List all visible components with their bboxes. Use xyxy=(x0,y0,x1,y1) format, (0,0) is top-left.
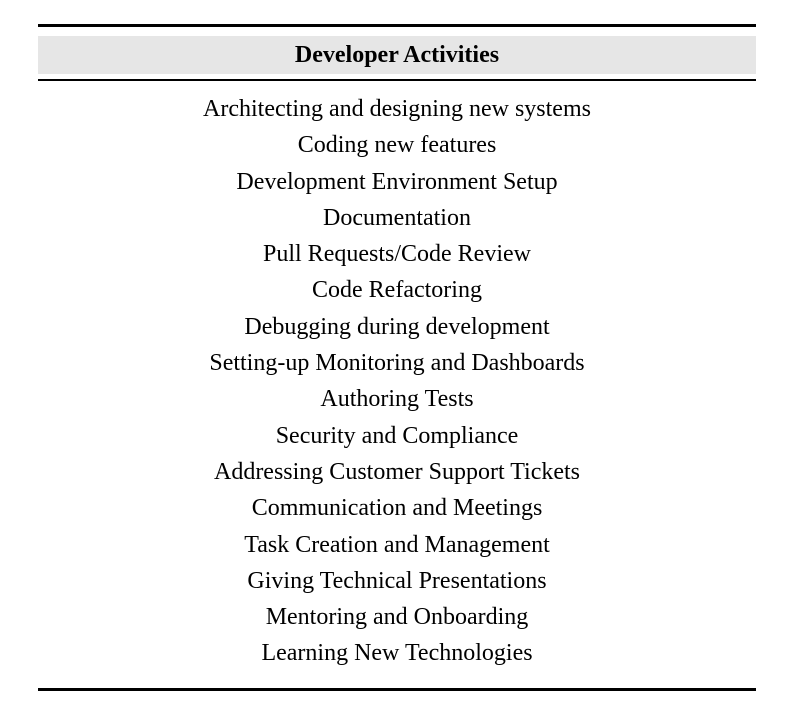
top-rule xyxy=(38,24,756,27)
table-row: Mentoring and Onboarding xyxy=(265,604,529,631)
bottom-rule xyxy=(38,688,756,691)
table-row: Security and Compliance xyxy=(275,422,519,449)
table-row: Setting-up Monitoring and Dashboards xyxy=(209,350,585,377)
table-row: Pull Requests/Code Review xyxy=(263,241,531,268)
table-row: Learning New Technologies xyxy=(261,640,533,667)
table-row: Giving Technical Presentations xyxy=(247,567,547,594)
table-row: Authoring Tests xyxy=(320,386,474,413)
table-row: Coding new features xyxy=(297,132,497,159)
table-row: Debugging during development xyxy=(244,313,550,340)
developer-activities-table xyxy=(38,24,756,691)
header-rule xyxy=(38,79,756,81)
table-header: Developer Activities xyxy=(38,36,756,74)
table-row: Architecting and designing new systems xyxy=(203,96,591,122)
activity-list xyxy=(38,91,756,672)
table-row: Addressing Customer Support Tickets xyxy=(213,458,581,485)
table-row: Documentation xyxy=(323,204,471,231)
table-row: Communication and Meetings xyxy=(251,495,543,522)
table-row: Task Creation and Management xyxy=(244,531,550,558)
table-row: Code Refactoring xyxy=(312,277,482,304)
table-row: Development Environment Setup xyxy=(236,168,558,195)
